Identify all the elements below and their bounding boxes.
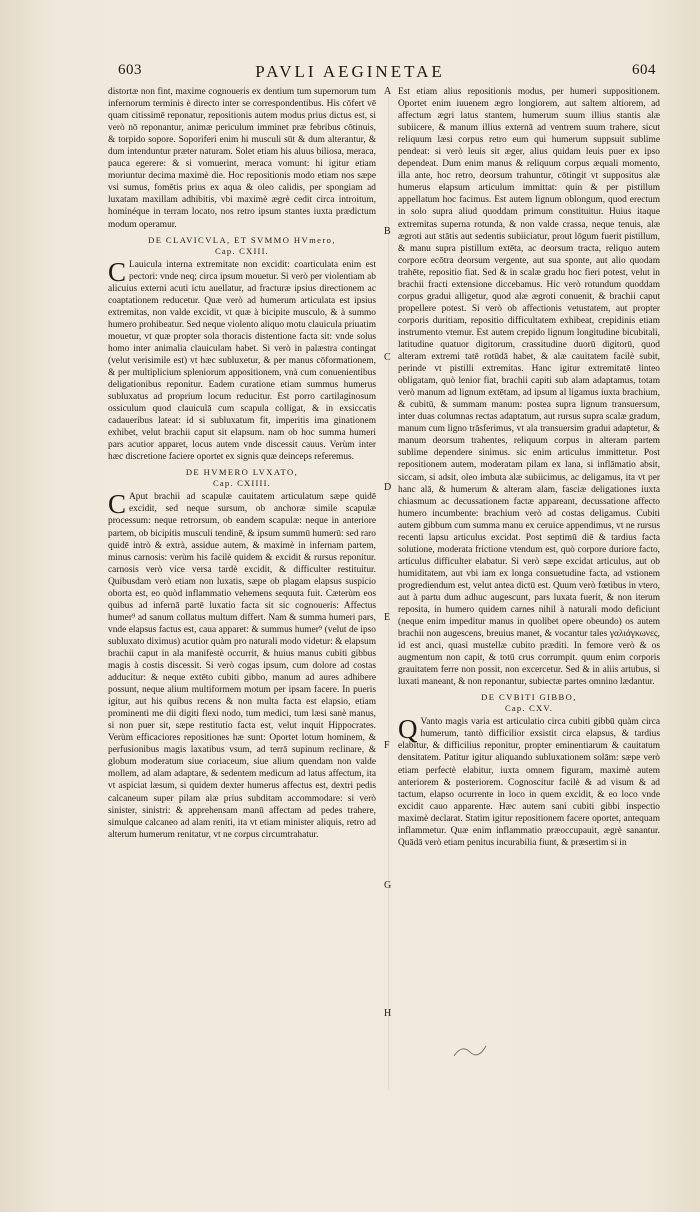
chapter-113-number: Cap. CXIII. <box>214 245 269 256</box>
chapter-115-number: Cap. CXV. <box>504 703 554 714</box>
chapter-113-body <box>108 256 376 464</box>
chapter-114-title: DE HVMERO LVXATO, <box>185 467 299 478</box>
margin-letter-f: F <box>384 740 390 751</box>
ink-flourish-mark <box>450 1040 490 1060</box>
chapter-115-body <box>398 716 660 849</box>
chapter-115-title: DE CVBITI GIBBO, <box>481 692 577 703</box>
margin-letter-a: A <box>384 86 392 97</box>
margin-letter-b: B <box>384 226 391 237</box>
margin-letter-g: G <box>384 880 392 891</box>
dropcap-c2: C <box>108 489 127 520</box>
margin-letter-e: E <box>384 612 391 623</box>
left-column <box>108 86 376 1086</box>
chapter-114-text: Aput brachii ad scapulæ cauitatem articulatum sæpe quidē excidit, sed neque sursum, ob anchoræ simile scapulæ processum: neque retrorsum, ob eandem scapulæ: neque in anteriore partem, ob bicipitis musculi tendinē, & ipsum summū humerū: sed raro quidē intrò & extrà, assidue autem, & maximè in infernam partem, minus carnosis: verùm his facilè quidem & excidit & rursus reponitur. carnosis verò vice versa tardè excidit, & difficulter restituitur. Quibusdam verò etiam non luxatis, sæpe ob plagam elapsus suspicio oborta est, eo quòd inflammatio vehemens sequuta fuit. Cæterùm eos quibus ad infernā partē luxatio facta sit sic cognoueris: Affectus humer⁹ ad sanum collatus multum differt. Nam & summa humeri pars, vnde elapsus factus est, caua apparet: & summus humer⁹ (velut de ipso subluxato diximus) acutior quàm pro naturali modo videtur: & elapsum brachii caput in ala manifestè occurrit, & huius manus cubiti gibbus magis à costis discessit. Si verò cogas ipsum, cum dolore ad costas adducitur: & neque extēto cubiti gibbo, manum ad aures adhibere possunt, neque alium multiformem motum per ipsam facere. In pueris igitur, aut his quibus recens & non multa facta est elapsio, etiam prominenti me dii digiti flexi nodo, tum medici, tum læsi sanè manus, si non puer sit, sæpe restitutio facta est, velut inquit Hippocrates. Verùm efficaciores repositiones hæ sunt: Oportet lotum hominem, & perfusionibus magis laxatibus vsum, ad terrā supinum reclinare, & globum moderatum siue coriaceum, siue alium quendam non valde mollem, ad alam adaptare, & sedentem medicum ad latus affectum, ita vt aspiciat læsum, si quidem dexter humerus affectus est, dextri pedis calcaneum super pilam alæ prius subditam accommodare: si verò sinister, sinistri: & apprehensam manū affectam ad pedes trahere, simulque calcaneo ad alam reniti, ita vt etiam minister aliquis, retro ad alterum humerum renitatur, vt ne corpus circumtrahatur. <box>108 492 376 840</box>
running-head <box>0 62 700 86</box>
paragraph-continued: Est etiam alius repositionis modus, per humeri suppositionem. Oportet enim iuuenem ægro longiorem, aut saltem altiorem, ad affectum ægri latus stantem, humerum suum illius stantis alæ subiicere, & manum illius externā ad ventrem suum trahere, sicut reliquum læsi corpus retro eum qui humerum suppsuit sublime pendeat: si verò leuis sit æger, alius quidam leuis puer ex ipso dependeat. Dum enim manus & reliquum corpus æquali momento, illa ante, hoc retro, deorsum trahuntur, cōtingit vt suppositus alæ humerus elapsum articulum immittat: quin & per pistillum appellatum hoc facimus. Est autem lignum oblongum, quod erectum in solo supra aliud quoddam primum constituitur. Huius itaque extremitas superna rotunda, & non valde crassa, neque tenuis, alæ ægroti aut stātis aut sedentis subiiciatur, prout lōgum fuerit pistillum, & manu supra pistillum extēta, ac deorsum tracta, reliquo autem corpore ecōtra deorsum vergente, aut sua sponte, aut alio quodam trahēte, repositio fiat. Sed & in scalæ gradu hoc fieri potest, velut in brachii fracti extensione diccebamus. Hic verò rotundum quoddam corpus gradui alligetur, quod alæ ægroti conuenit, & brachii caput propellere potest. Si verò ob affectionis vetustatem, aut propter corporis duritiam, repositio difficultatem exhibeat, crepidinis etiam instrumento vtemur. Est autem crepido lignum longitudine bicubitali, latitudine quatuor digitorum, crassitudine duorū digitorū, quod alteram extremi tatē rotūdā habet, & alæ cauitatem facilè subit, perinde vt pistilli extremitas. Hanc igitur extremitatē linteo obligatam, quò lenior fiat, brachii capiti sub alam adaptamus, totam verò manum ad lignum extētam, ad ipsum al ligamus iuxta brachium, & cubitū, & summam manum: postea supra lignum transuersum, inter duas columnas rectas adaptatum, aut rursus supra scalæ gradum, manum cum ligno trāsferimus, vt ala transuersim gradui adaptetur, & manum deorsum trahentes, reliquum corpus in alteram partem sublime dependere sinimus. sic enim articulus immittetur. Post repositionem autem, moderatam pilam ex lana, si inflāmatio absit, siccam, si adsit, oleo imbuta alæ subiicimus, ac deligamus, ita vt per hanc alā, & humerum & alteram alam, fasciæ deligationes iuxta chiasmum ac decussationem factæ appareant, decussatione affecto humero incumbente: brachium verò ad costas deligamus. Cubiti autem gibbum cum summa manu ex ceruice appendimus, vt ne rursus recenti lapsu articulus excidat. Post septimū diē & tardius facta solutione, moderata frictione vtendum est, quò corpore duriore facto, articulus difficulter elabatur. Si verò sæpe excidat articulus, aut ob humiditatem, aut vbi iam ex longa consuetudine facta, ad vstionem progrediendum est, velut antea dictū est. Quum verò fœtibus in vtero, aut à partu dum adhuc augescunt, pars luxata fuerit, & non iterum reposita, in humero quidem carnes nihil à naturali modo deficiunt (neque enim impeditur manus in quolibet opere obeundo) os autem brachii non augescens, breuius manet, & vocantur tales γαλιάγκωνες, id est anci, quasi mustellæ cubito præditi. In femore verò & os augmentum non capit, & totū crus corrumpit. quum enim corporis grauitatem ferre non possit, non excercetur. Sed & in aliis artubus, si luxati maneant, & non reponantur, subiectæ partes omnino lædantur. <box>398 87 660 688</box>
margin-letter-h: H <box>384 1008 392 1019</box>
running-title: PAVLI AEGINETAE <box>255 62 445 81</box>
page-number-right: 604 <box>632 62 656 78</box>
chapter-114-number: Cap. CXIIII. <box>212 478 272 489</box>
gutter-line <box>388 90 389 1090</box>
chapter-113-title: DE CLAVICVLA, ET SVMMO HVmero, <box>148 234 336 245</box>
margin-letter-c: C <box>384 352 391 363</box>
dropcap-q: Q <box>398 714 418 745</box>
chapter-114-body <box>108 491 376 840</box>
page-number-left: 603 <box>118 62 142 78</box>
margin-letter-d: D <box>384 482 392 493</box>
chapter-113-text: Lauicula interna extremitate non excidit: coarticulata enim est pectori: vnde neq; circa ipsum mouetur. Si verò per violentiam ab alicuius externi acuti ictu auellatur, ad fracturæ ipsius directionem ac coaptationem reducetur. Quæ verò ad humerum articulata est ipsius extremitas, non valde excidit, vt quæ à bicipite musculo, & à summo humero prohibeatur. Sed neque violento aliquo motu clauicula priuatim mouetur, vt quæ propter sola thoracis distentione facta sit: vnde solus homo inter animalia clauiculam habet. Si verò in palæstra contingat (velut verisimile est) vt hæc subluxetur, & per manus cōformationem, & per multiplicium spleniorum appositionem, vnà cum conuenientibus deligationibus reponitur. Eadem curatione etiam summus humerus subluxatus ad proprium locum reducitur. Est porro cartilaginosum ossiculum quod clauiculā cum scapula colligat, & in exsiccatis cadaueribus lateat: id si subluxatum fit, imperitis ima ginationem exhibet, velut brachii caput sit elapsum. nam ob hoc summa humeri pars acutior apparet, locus autem vnde discessit cauus. Verùm inter hæc discretione faciere oportet ex signis quæ deinceps referemus. <box>108 259 376 463</box>
right-column <box>398 86 660 1086</box>
dropcap-c: C <box>108 256 127 287</box>
paragraph-intro: distortæ non fint, maxime cognoueris ex dentium tum supernorum tum infernorum terminis è directo inter se correspondentibus. His cōfert vē quam citissimē reponatur, repositionis autem modus prius dictus est, si verò nō reponantur, animæ periculum imminet præ febribus cōtinuis, & torpido sopore. Soporiferi enim hi musculi sūt & dum alterantur, & dum intenduntur præter naturam. Solet etiam his aluus biliosa, meraca, pauca egerere: & si vomuerint, meraca vomunt: hi igitur etiam moriuntur decima maximè die. Hoc repositionis modo etiam nos sæpe vsi sumus, fomētis prius ex aqua & oleo calidis, per spongiam ad luxatam maxillam adhibitis, vbi maximè ægrè cedit circa introitum, hominéque in terram locato, nos retro ipsum stantes iuxta prædictum modum operamur. <box>108 87 376 230</box>
chapter-115-text: Vanto magis varia est articulatio circa cubiti gibbū quàm circa humerum, tantò difficilior exsistit circa elapsus, & tardius elabitur, & difficilius reponitur, propter eminentiarum & cauitatum densitatem. Patitur igitur aliquando subluxationem solām: sæpe verò etiam perfectè elabitur, iuxta omnem figuram, maximè autem anteriorem & posteriorem. Cognoscitur facilè & ad visum & ad tactum, elapso ocurrente in loco in quem excidit, & eo loco vnde excidit cauo apparente. Hæc autem sani cubiti gibbi inspectio maximè declarat. Statim igitur repositionem facere oportet, antequam inflammetur. Quæ enim inflammatio præoccupauit, ægrè sanantur. Quādā verò etiam penitus incurabilia fiunt, & præsertim si in <box>398 717 660 848</box>
